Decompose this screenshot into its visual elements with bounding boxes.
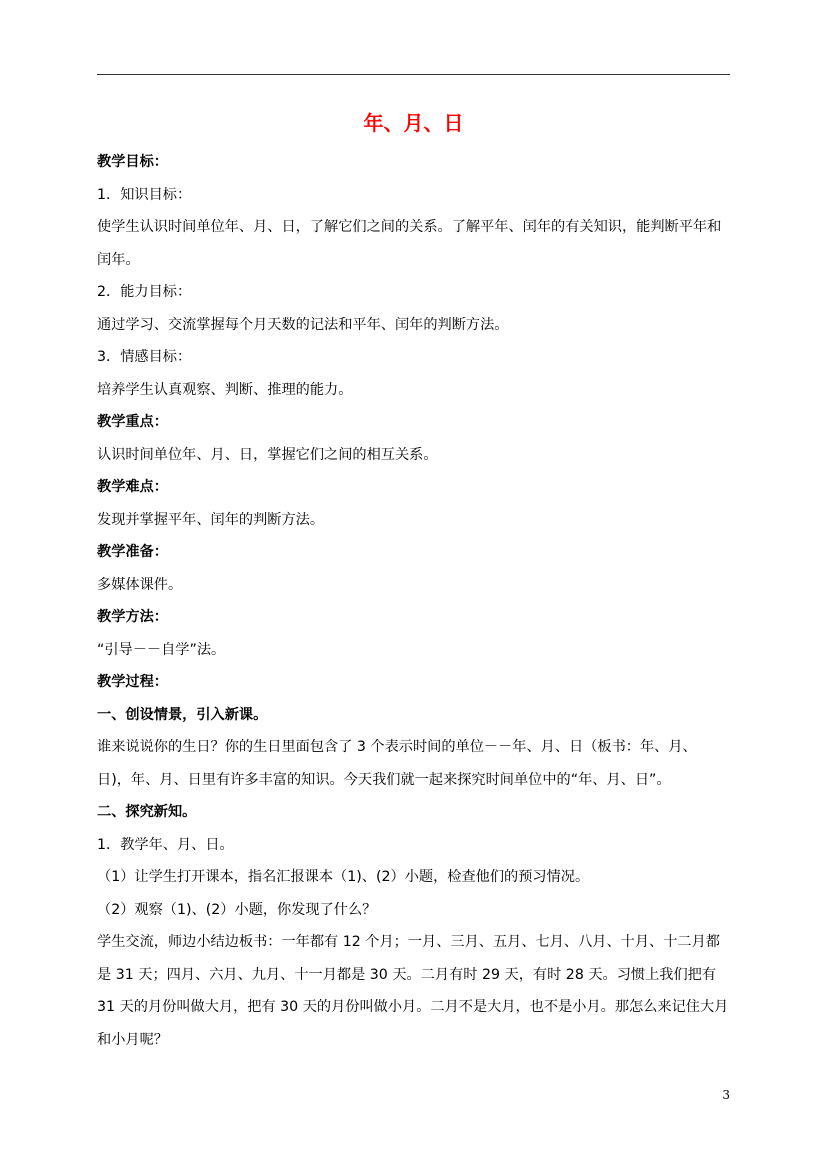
document-body: [97, 146, 730, 1056]
paragraph: 多媒体课件。: [97, 576, 183, 593]
paragraph: 1．教学年、月、日。: [97, 836, 234, 853]
paragraph: 教学准备：: [97, 544, 168, 560]
paragraph: 一、创设情景，引入新课。: [97, 706, 268, 723]
paragraph: 教学过程：: [97, 674, 168, 690]
paragraph: 1．知识目标：: [97, 186, 192, 203]
paragraph: 学生交流，师边小结边板书：一年都有 12 个月；一月、三月、五月、七月、八月、十月、十二月都是 31 天；四月、六月、九月、十一月都是 30 天。二月有时 29 天，有时 28 天。习惯上我们把有 31 天的月份叫做大月，把有 30 天的月份叫做小月。二月不是大月，也不是小月。那怎么来记住大月和小月呢？: [97, 934, 729, 1048]
paragraph: 2．能力目标：: [97, 284, 192, 300]
paragraph: 3．情感目标：: [97, 349, 192, 365]
paragraph: 发现并掌握平年、闰年的判断方法。: [97, 511, 325, 528]
header-rule: [97, 74, 730, 75]
paragraph: （2）观察（1)、(2）小题，你发现了什么？: [97, 901, 377, 918]
paragraph: 教学方法：: [97, 609, 168, 625]
paragraph: （1）让学生打开课本，指名汇报课本（1)、(2）小题，检查他们的预习情况。: [97, 869, 590, 885]
document-title: 年、月、日: [363, 111, 464, 135]
paragraph: 教学目标：: [97, 154, 168, 170]
paragraph: 二、探究新知。: [97, 804, 197, 820]
paragraph: 教学难点：: [97, 479, 168, 495]
paragraph: 使学生认识时间单位年、月、日，了解它们之间的关系。了解平年、闰年的有关知识，能判断平年和闰年。: [97, 219, 722, 268]
paragraph: 认识时间单位年、月、日，掌握它们之间的相互关系。: [97, 446, 438, 463]
paragraph: 培养学生认真观察、判断、推理的能力。: [97, 381, 353, 398]
paragraph: 教学重点：: [97, 414, 168, 430]
page-number: 3: [722, 1088, 730, 1102]
paragraph: 谁来说说你的生日？你的生日里面包含了 3 个表示时间的单位－－年、月、日（板书：年、月、日)，年、月、日里有许多丰富的知识。今天我们就一起来探究时间单位中的“年、月、日”。: [97, 739, 697, 788]
paragraph: 通过学习、交流掌握每个月天数的记法和平年、闰年的判断方法。: [97, 316, 509, 333]
paragraph: “引导－－自学”法。: [97, 641, 226, 658]
